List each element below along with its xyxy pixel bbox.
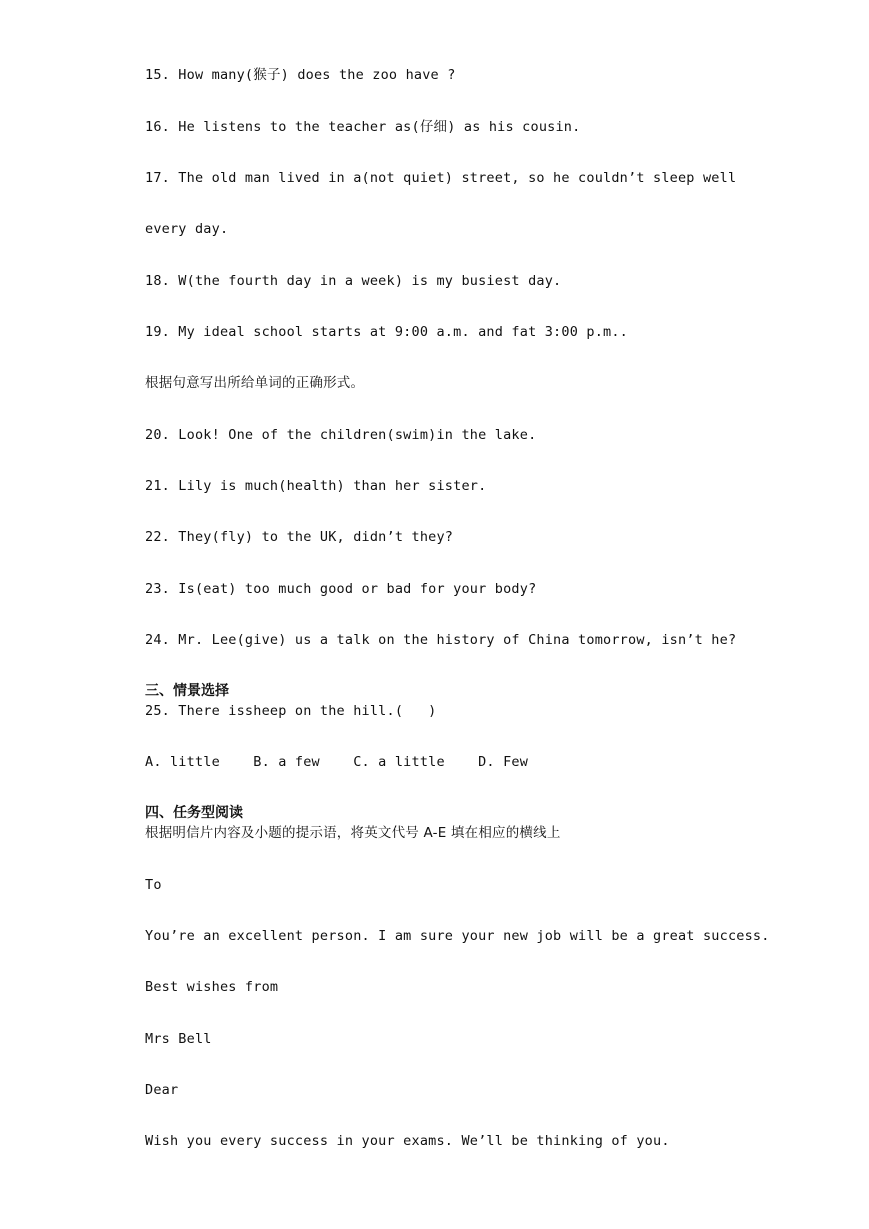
section-heading-4: 四、任务型阅读 <box>145 805 243 821</box>
question-22: 22. They(fly) to the UK, didn’t they? <box>145 529 454 545</box>
question-17-line-2: every day. <box>145 221 229 237</box>
card-signature: Mrs Bell <box>145 1031 212 1047</box>
question-18: 18. W(the fourth day in a week) is my busiest day. <box>145 273 562 289</box>
question-25: 25. There issheep on the hill.( ) <box>145 703 437 719</box>
section-heading-3: 三、情景选择 <box>145 683 229 699</box>
question-17-line-1: 17. The old man lived in a(not quiet) street, so he couldn’t sleep well <box>145 170 737 186</box>
question-19: 19. My ideal school starts at 9:00 a.m. and fat 3:00 p.m.. <box>145 324 629 340</box>
card-message-2: Wish you every success in your exams. We’ll be thinking of you. <box>145 1133 670 1149</box>
question-24: 24. Mr. Lee(give) us a talk on the history of China tomorrow, isn’t he? <box>145 632 737 648</box>
card-to: To <box>145 877 162 893</box>
question-16: 16. He listens to the teacher as(仔细) as his cousin. <box>145 119 581 135</box>
question-25-options: A. little B. a few C. a little D. Few <box>145 754 529 770</box>
question-23: 23. Is(eat) too much good or bad for your body? <box>145 581 537 597</box>
question-20: 20. Look! One of the children(swim)in the lake. <box>145 427 537 443</box>
card-dear: Dear <box>145 1082 179 1098</box>
instruction-reading: 根据明信片内容及小题的提示语，将英文代号 A-E 填在相应的横线上 <box>145 825 561 841</box>
question-15: 15. How many(猴子) does the zoo have ? <box>145 67 456 83</box>
question-21: 21. Lily is much(health) than her sister. <box>145 478 487 494</box>
card-message-1: You’re an excellent person. I am sure your new job will be a great success. <box>145 928 770 944</box>
card-best-wishes: Best wishes from <box>145 979 279 995</box>
instruction-word-forms: 根据句意写出所给单词的正确形式。 <box>145 375 365 391</box>
